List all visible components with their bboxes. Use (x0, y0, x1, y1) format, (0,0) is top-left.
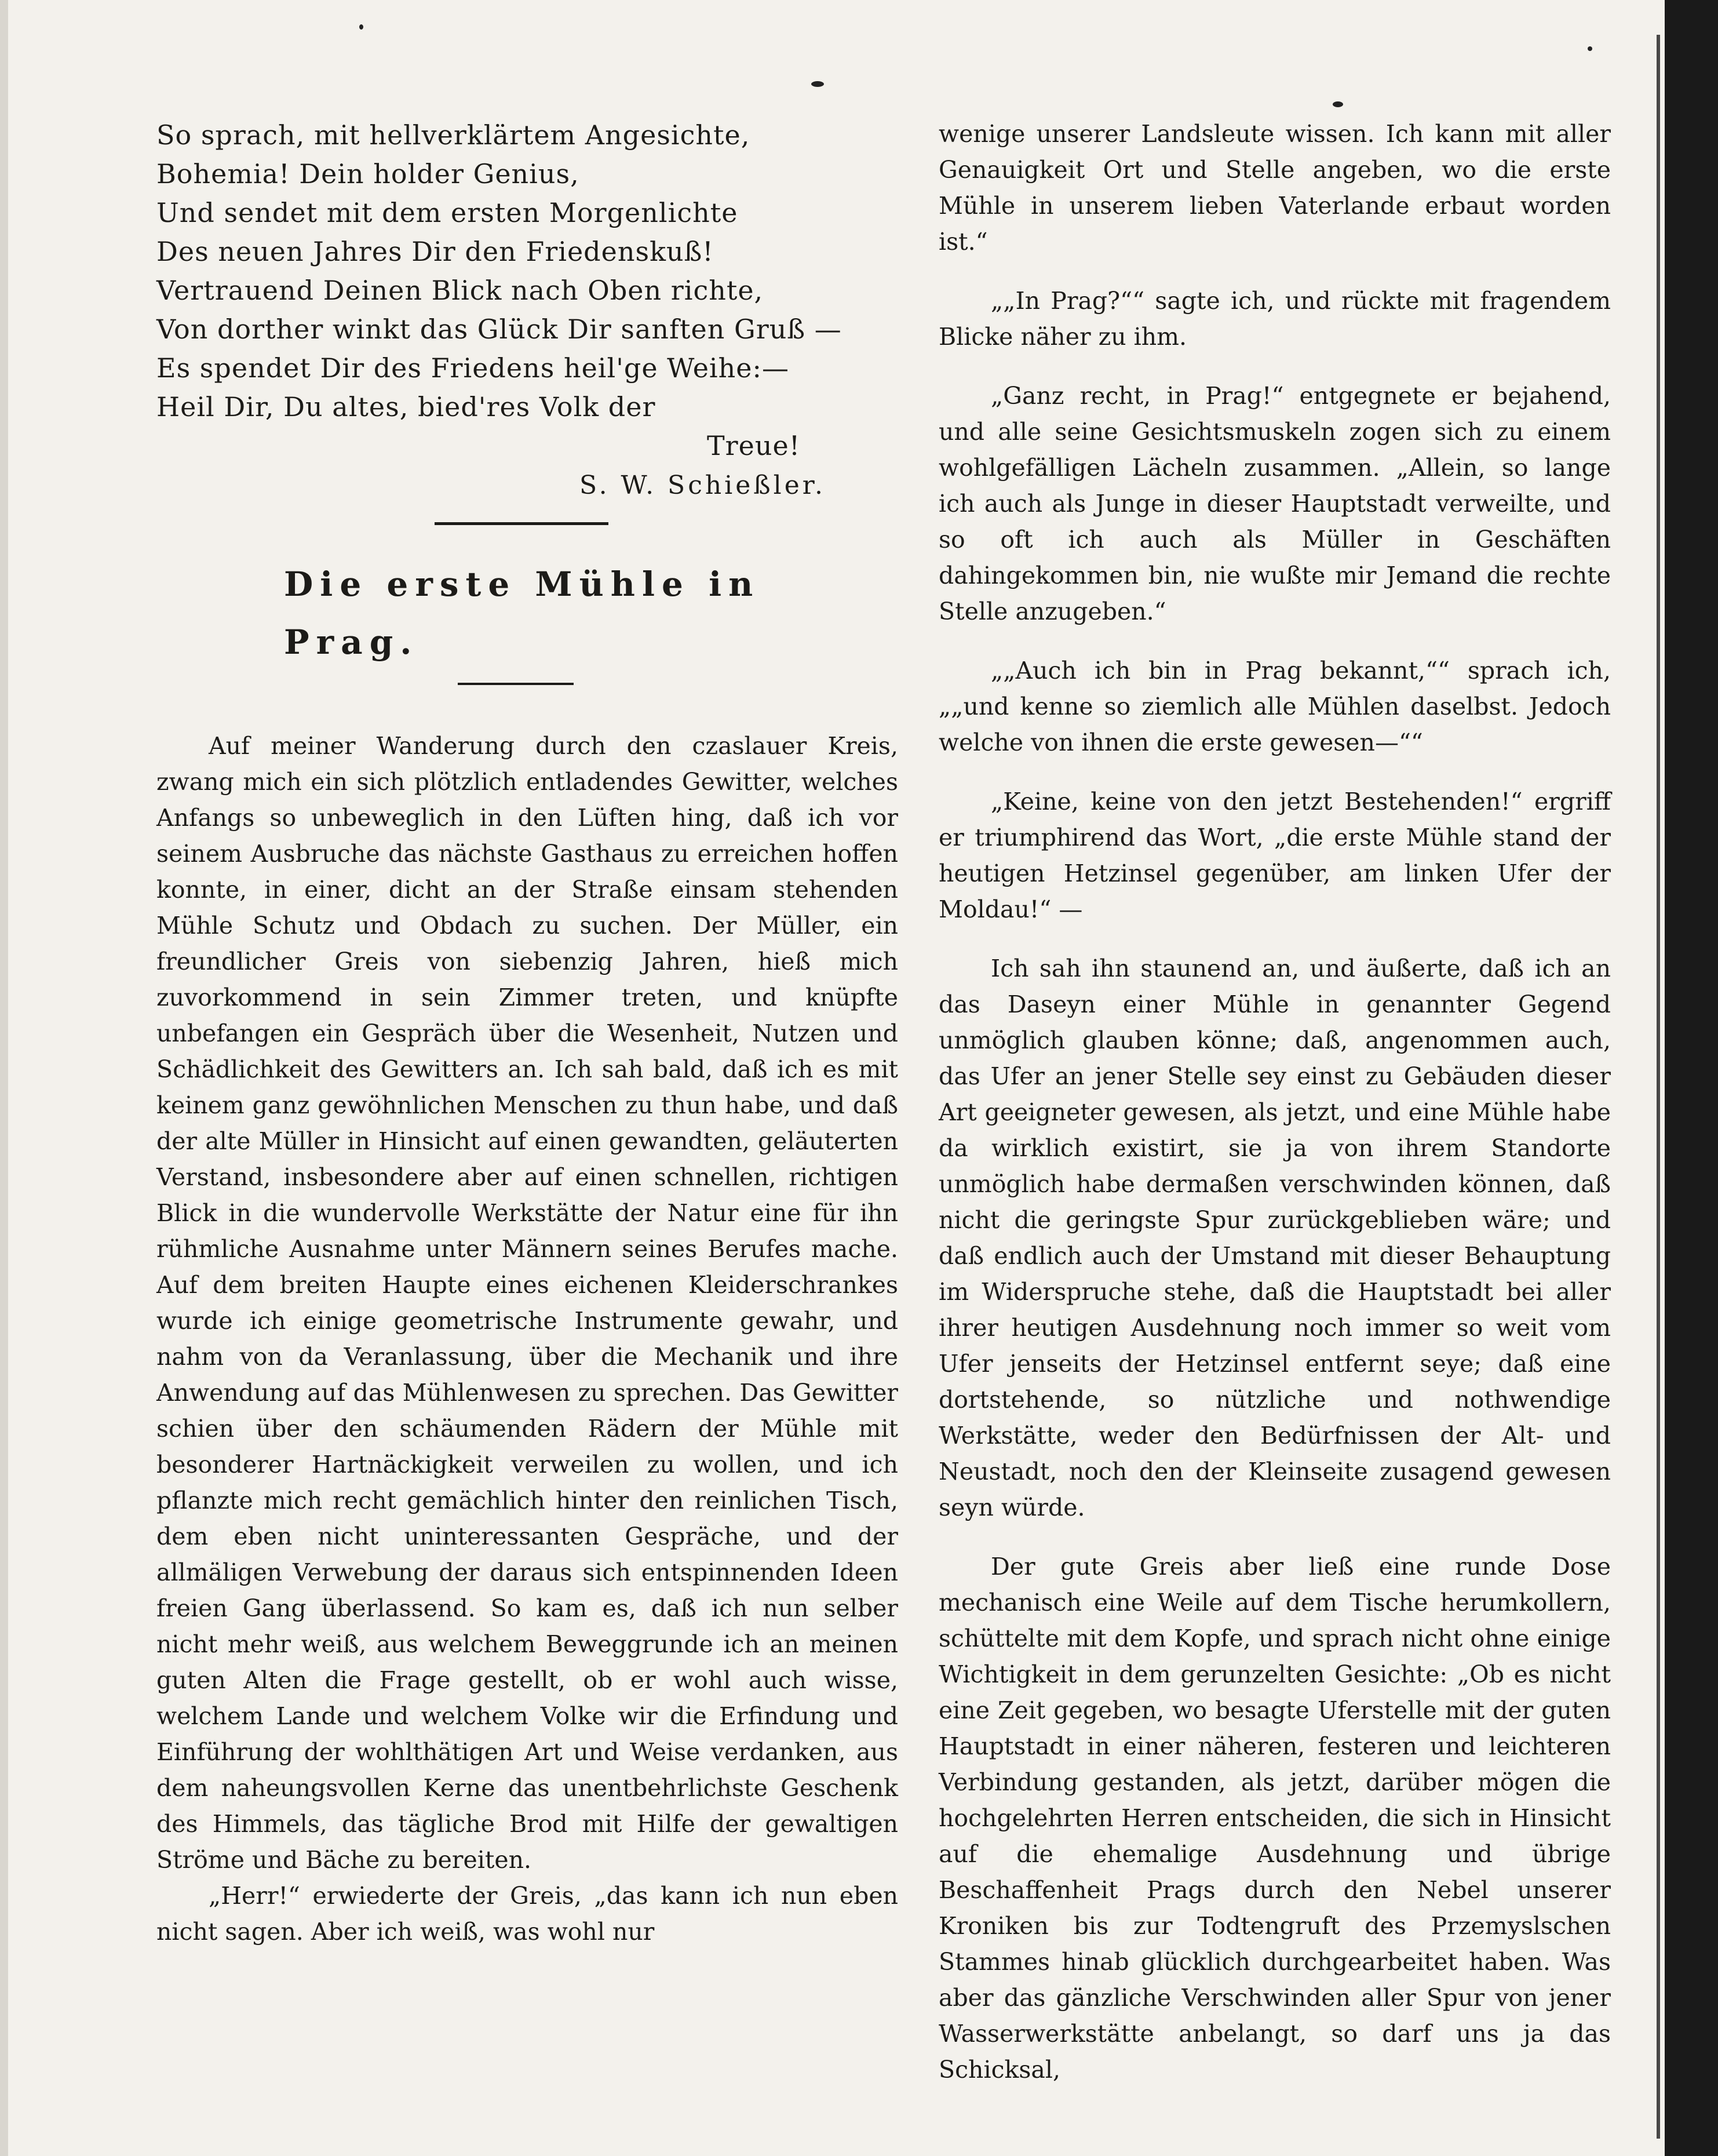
poem-line: Vertrauend Deinen Blick nach Oben richte, (156, 275, 764, 306)
poem-line: Es spendet Dir des Friedens heil'ge Weihe:— (156, 352, 789, 384)
ink-speck (811, 81, 824, 87)
poem-line: Des neuen Jahres Dir den Friedenskuß! (156, 236, 714, 267)
poem-author: S. W. Schießler. (579, 471, 826, 500)
paragraph: Der gute Greis aber ließ eine runde Dose mechanisch eine Weile auf dem Tische herumkollern, schüttelte mit dem Kopfe, und sprach nicht ohne einige Wichtigkeit in dem gerunzelten Gesichte: „Ob es nicht eine Zeit gegeben, wo besagte Uferstelle mit der guten Hauptstadt in einer näheren, festeren und leichteren Verbindung gestanden, als jetzt, darüber mögen die hochgelehrten Herren entscheiden, die sich in Hinsicht auf die ehemalige Ausdehnung und übrige Beschaffenheit Prags durch den Nebel unserer Kroniken bis zur Todtengruft des Przemyslschen Stammes hinab glücklich durchgearbeitet haben. Was aber das gänzliche Verschwinden aller Spur von jener Wasserwerkstätte anbelangt, so darf uns ja das Schicksal, (939, 1553, 1611, 2084)
poem-line: Heil Dir, Du altes, bied'res Volk der (156, 391, 656, 423)
paragraph: „Keine, keine von den jetzt Bestehenden!“ ergriff er triumphirend das Wort, „die erste Mühle stand der heutigen Hetzinsel gegenüber, am linken Ufer der Moldau!“ — (939, 788, 1611, 923)
page-edge-shadow (1657, 35, 1660, 2139)
paragraph: „Ganz recht, in Prag!“ entgegnete er bejahend, und alle seine Gesichtsmuskeln zogen sich zu einem wohlgefälligen Lächeln zusammen. „Allein, so lange ich auch als Junge in dieser Hauptstadt verweilte, und so oft ich auch als Müller in Geschäften dahingekommen bin, nie wußte mir Jemand die rechte Stelle anzugeben.“ (939, 382, 1611, 625)
ink-speck (1333, 101, 1343, 107)
scan-border (1665, 0, 1718, 2156)
article-title: Die erste Mühle in Prag. (284, 565, 760, 662)
paragraph: „Herr!“ erwiederte der Greis, „das kann ich nun eben nicht sagen. Aber ich weiß, was wohl nur (156, 1882, 898, 1946)
paragraph: Ich sah ihn staunend an, und äußerte, daß ich an das Daseyn einer Mühle in genannter Gegend unmöglich glauben könne; daß, angenommen auch, das Ufer an jener Stelle sey einst zu Gebäuden dieser Art geeigneter gewesen, als jetzt, und eine Mühle habe da wirklich existirt, sie ja von ihrem Standorte unmöglich habe dermaßen verschwinden können, daß nicht die geringste Spur zurückgeblieben wäre; und daß endlich auch der Umstand mit dieser Behauptung im Widerspruche stehe, daß die Hauptstadt bei aller ihrer heutigen Ausdehnung noch immer so weit vom Ufer jenseits der Hetzinsel entfernt seye; daß eine dortstehende, so nützliche und nothwendige Werkstätte, weder den Bedürfnissen der Alt- und Neustadt, noch den der Kleinseite zusagend gewesen seyn würde. (939, 955, 1611, 1521)
poem-line: Und sendet mit dem ersten Morgenlichte (156, 197, 738, 228)
poem-line: Von dorther winkt das Glück Dir sanften Gruß — (156, 314, 842, 345)
paragraph: „„Auch ich bin in Prag bekannt,““ sprach ich, „„und kenne so ziemlich alle Mühlen daselbst. Jedoch welche von ihnen die erste gewesen—““ (939, 657, 1611, 756)
left-column (156, 116, 898, 1950)
page-left-margin (0, 0, 8, 2156)
paragraph: „„In Prag?““ sagte ich, und rückte mit fragendem Blicke näher zu ihm. (939, 287, 1611, 351)
poem-line: So sprach, mit hellverklärtem Angesichte, (156, 119, 750, 151)
ink-speck (359, 24, 363, 30)
poem-line: Bohemia! Dein holder Genius, (156, 158, 579, 190)
title-underline (458, 683, 574, 685)
section-divider (435, 522, 608, 525)
ink-speck (1588, 46, 1592, 51)
poem-line: Treue! (707, 430, 801, 461)
right-column (939, 116, 1611, 2088)
poem (156, 116, 898, 506)
paragraph: Auf meiner Wanderung durch den czaslauer Kreis, zwang mich ein sich plötzlich entladendes Gewitter, welches Anfangs so unbeweglich in den Lüften hing, daß ich vor seinem Ausbruche das nächste Gasthaus zu erreichen hoffen konnte, in einer, dicht an der Straße einsam stehenden Mühle Schutz und Obdach zu suchen. Der Müller, ein freundlicher Greis von siebenzig Jahren, hieß mich zuvorkommend in sein Zimmer treten, und knüpfte unbefangen ein Gespräch über die Wesenheit, Nutzen und Schädlichkeit des Gewitters an. Ich sah bald, daß ich es mit keinem ganz gewöhnlichen Menschen zu thun habe, und daß der alte Müller in Hinsicht auf einen gewandten, geläuterten Verstand, insbesondere aber auf einen schnellen, richtigen Blick in die wundervolle Werkstätte der Natur eine für ihn rühmliche Ausnahme unter Männern seines Berufes mache. Auf dem breiten Haupte eines eichenen Kleiderschrankes wurde ich einige geometrische Instrumente gewahr, und nahm von da Veranlassung, über die Mechanik und ihre Anwendung auf das Mühlenwesen zu sprechen. Das Gewitter schien über den schäumenden Rädern der Mühle mit besonderer Hartnäckigkeit verweilen zu wollen, und ich pflanzte mich recht gemächlich hinter den reinlichen Tisch, dem eben nicht uninteressanten Gespräche, und der allmäligen Verwebung der daraus sich entspinnenden Ideen freien Gang überlassend. So kam es, daß ich nun selber nicht mehr weiß, aus welchem Beweggrunde ich an meinen guten Alten die Frage gestellt, ob er wohl auch wisse, welchem Lande und welchem Volke wir die Erfindung und Einführung der wohlthätigen Art und Weise verdanken, aus dem naheungsvollen Kerne das unentbehrlichste Geschenk des Himmels, das tägliche Brod mit Hilfe der gewaltigen Ströme und Bäche zu bereiten. (156, 732, 898, 1874)
paragraph: wenige unserer Landsleute wissen. Ich kann mit aller Genauigkeit Ort und Stelle angeben, wo die erste Mühle in unserem lieben Vaterlande erbaut worden ist.“ (939, 120, 1611, 256)
